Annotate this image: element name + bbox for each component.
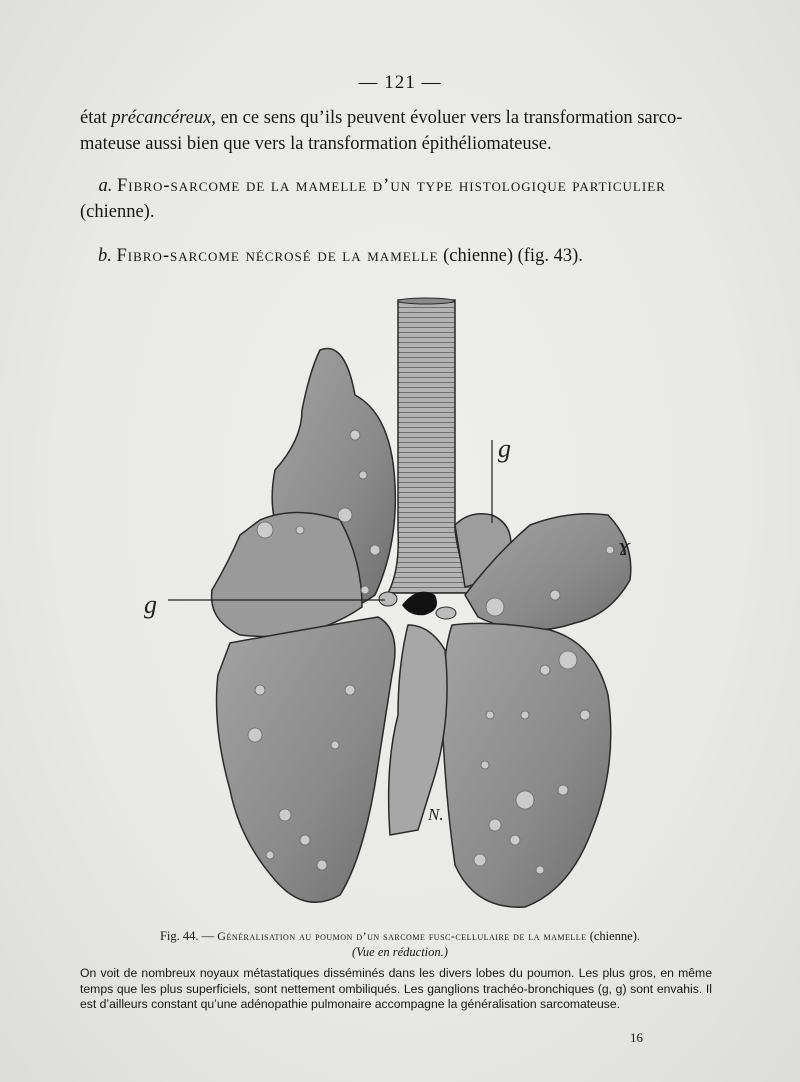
caption-subtitle: (Vue en réduction.) bbox=[352, 945, 448, 959]
item-b-marker: b. bbox=[98, 246, 112, 266]
lung-illustration bbox=[130, 295, 670, 920]
intro-italic-term: précancéreux, bbox=[111, 108, 216, 128]
item-a bbox=[80, 173, 720, 225]
accessory-lobe bbox=[389, 625, 447, 835]
page-number: — 121 — bbox=[358, 72, 442, 93]
bronchial-node-dark bbox=[402, 592, 437, 616]
left-middle-lobe bbox=[212, 513, 362, 637]
bronchial-node-left bbox=[379, 592, 397, 606]
signature-mark: 16 bbox=[630, 1030, 643, 1045]
item-a-title: Fibro-sarcome de la mamelle d’un type histologique particulier bbox=[117, 176, 666, 196]
intro-line-1-end: en ce sens qu’ils peuvent évoluer vers la transformation sarco- bbox=[215, 108, 683, 128]
label-g-top: g bbox=[498, 434, 511, 463]
figure-description: On voit de nombreux noyaux métastatiques disséminés dans les divers lobes du poumon. Les plus gros, en même temps que les plus superficiels, sont nettement ombiliqués. Les ganglions trachéo-bronchiques (g, g) sont envahis. Il est d’ailleurs constant qu’une adénopathie pulmonaire accompagne la généralisation sarcomateuse. bbox=[80, 966, 712, 1011]
item-b-suffix: (chienne) (fig. 43). bbox=[438, 246, 583, 266]
lung-figure bbox=[130, 295, 670, 920]
intro-paragraph bbox=[80, 105, 720, 157]
intro-line-1-start: état bbox=[80, 108, 112, 128]
item-b bbox=[98, 243, 738, 269]
item-b-line bbox=[98, 243, 738, 269]
caption-title: Généralisation au poumon d’un sarcome fusc-cellulaire de la mamelle bbox=[217, 929, 587, 943]
item-a-suffix: (chienne). bbox=[80, 202, 155, 222]
left-lower-lobe bbox=[217, 617, 395, 902]
right-lower-lobe bbox=[442, 623, 611, 907]
label-g-left: g bbox=[144, 590, 157, 619]
item-a-line bbox=[80, 173, 720, 199]
figure-caption bbox=[80, 928, 720, 960]
bronchial-node-right bbox=[436, 607, 456, 619]
intro-line-1 bbox=[80, 105, 720, 131]
label-n: N. bbox=[428, 805, 444, 824]
figure-hook-mark: ɤ bbox=[618, 532, 630, 561]
item-a-marker: a. bbox=[98, 176, 113, 196]
intro-line-2: mateuse aussi bien que vers la transformation épithéliomateuse. bbox=[80, 134, 552, 154]
item-b-title: Fibro-sarcome nécrosé de la mamelle bbox=[116, 246, 439, 266]
caption-suffix: (chienne). bbox=[586, 929, 641, 943]
caption-fig-ref: Fig. 44. — bbox=[159, 929, 218, 943]
